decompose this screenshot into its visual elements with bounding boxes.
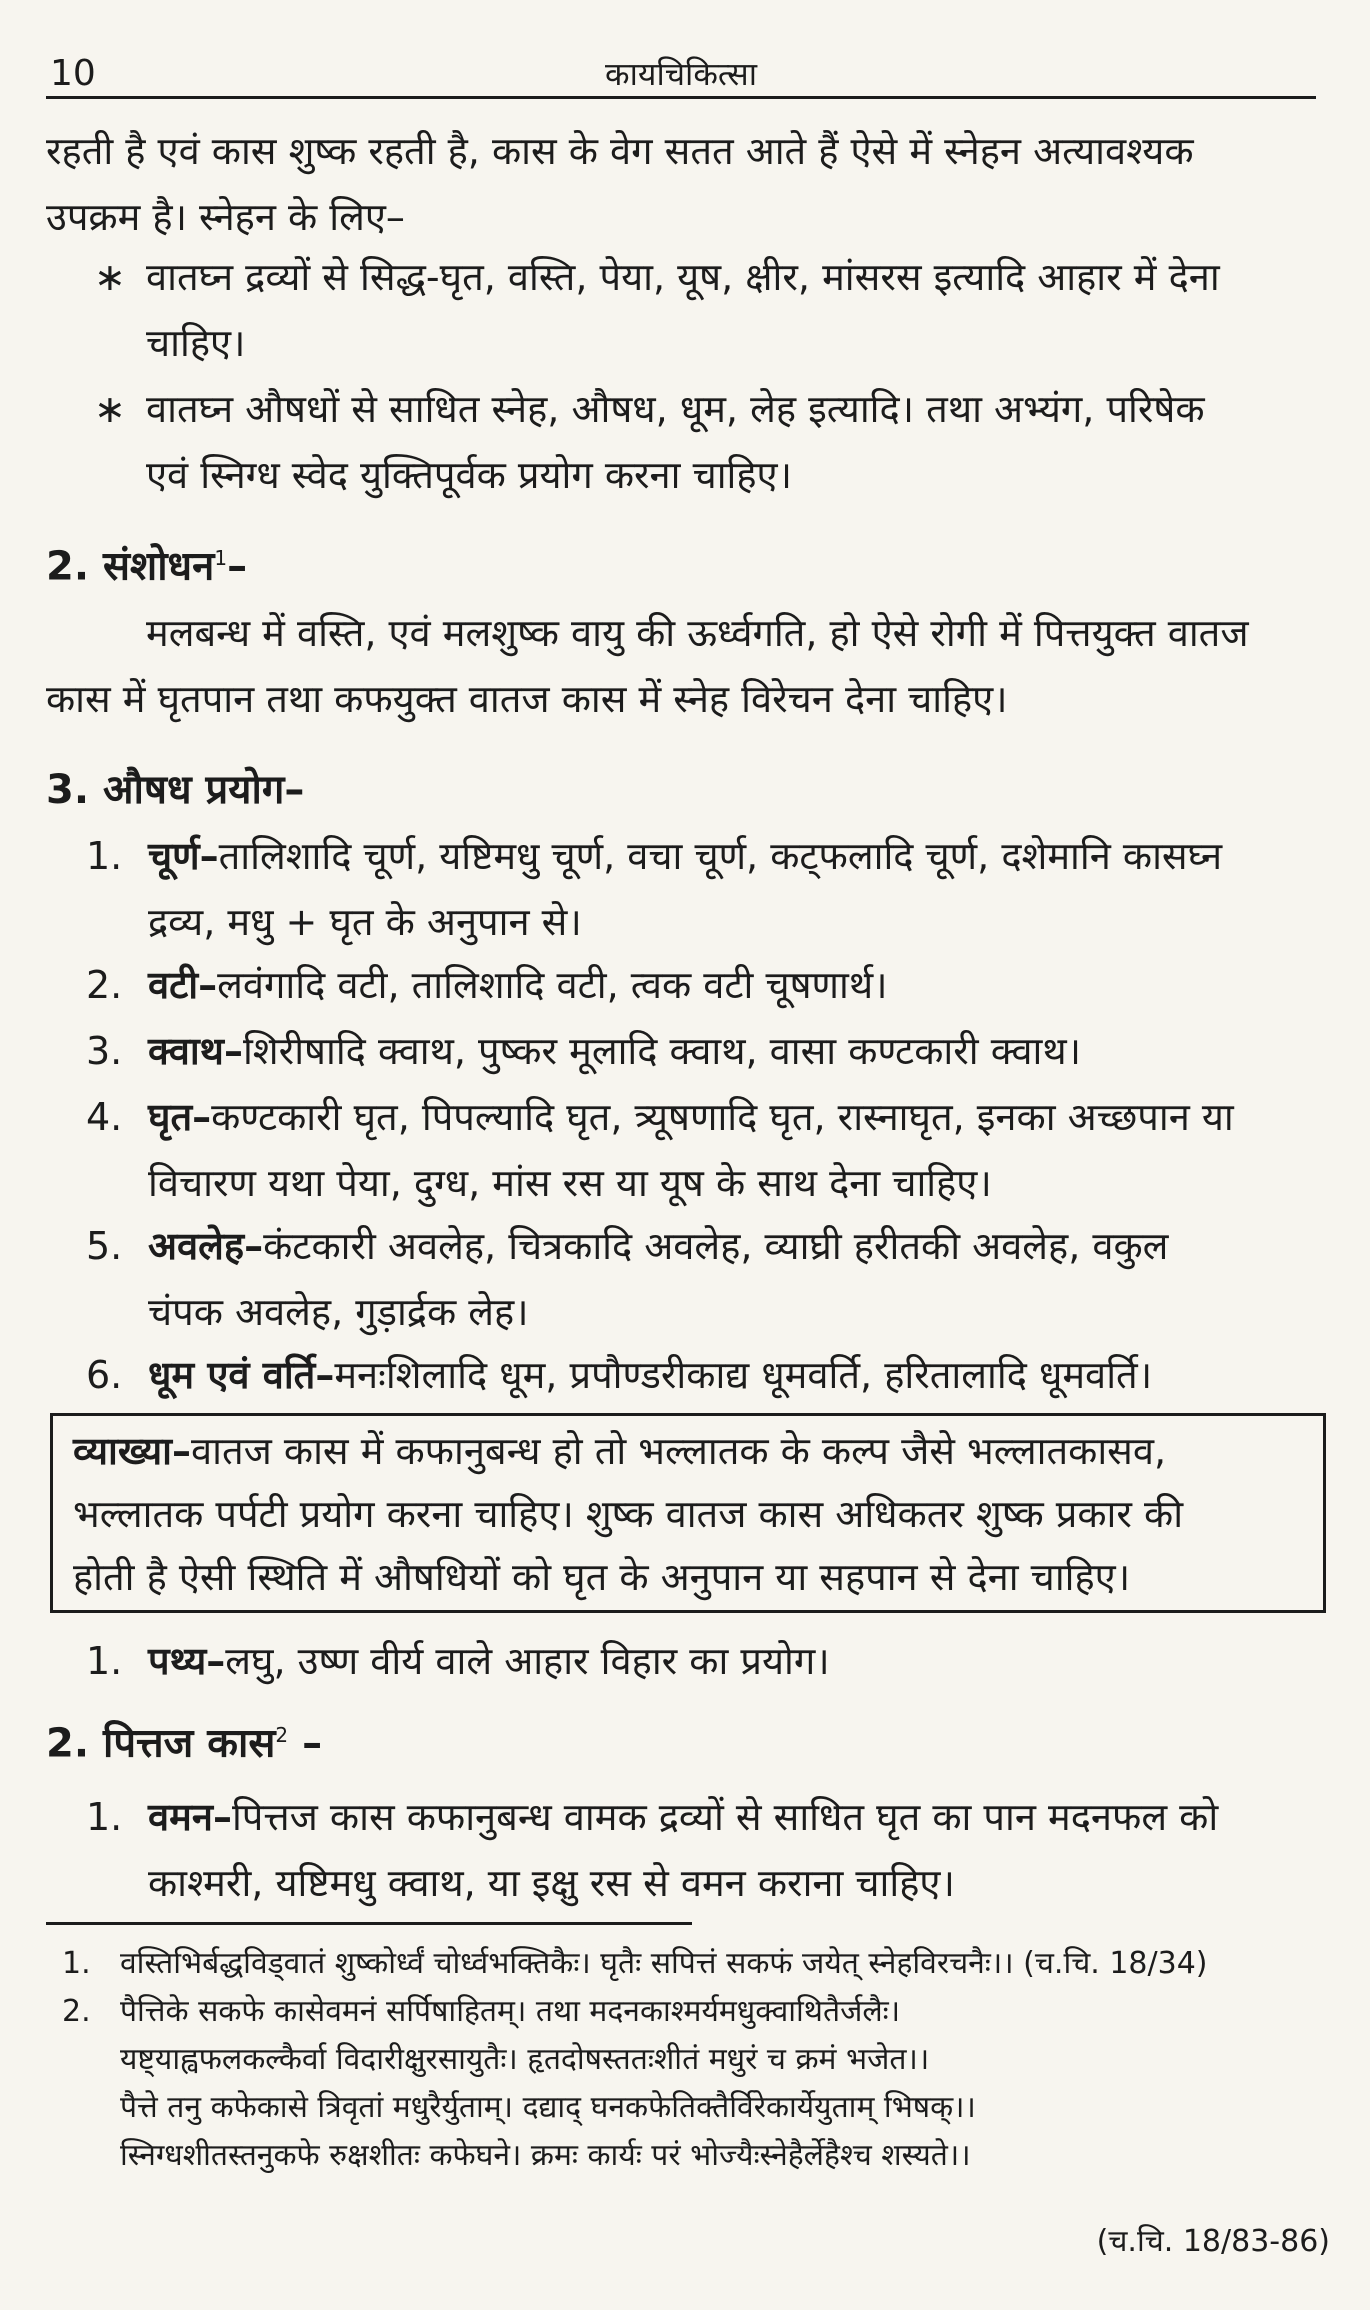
footnote-line: यष्ट्याह्वफलकल्कैर्वा विदारीक्षुरसायुतैः। हृतदोषस्ततःशीतं मधुरं च क्रमं भजेत।। — [120, 2042, 930, 2077]
item-term: पथ्य– — [148, 1639, 226, 1683]
item-term: धूम एवं वर्ति– — [148, 1353, 335, 1397]
list-item — [46, 952, 1326, 1018]
item-term: अवलेह– — [148, 1224, 264, 1268]
vyakhya-term: व्याख्या– — [73, 1429, 191, 1473]
item-text: पित्तज कास कफानुबन्ध वामक द्रव्यों से साधित घृत का पान मदनफल को — [231, 1795, 1219, 1839]
intro-line-1: रहती है एवं कास शुष्क रहती है, कास के वेग सतत आते हैं ऐसे में स्नेहन अत्यावश्यक — [46, 129, 1194, 173]
footnote-ref: 2 — [275, 1723, 289, 1747]
paragraph-line: कास में घृतपान तथा कफयुक्त वातज कास में स्नेह विरेचन देना चाहिए। — [46, 677, 1008, 721]
page-number: 10 — [50, 53, 96, 94]
item-text: लघु, उष्ण वीर्य वाले आहार विहार का प्रयोग। — [225, 1639, 830, 1683]
box-line: भल्लातक पर्पटी प्रयोग करना चाहिए। शुष्क वातज कास अधिकतर शुष्क प्रकार की — [73, 1492, 1184, 1536]
paragraph-line: मलबन्ध में वस्ति, एवं मलशुष्क वायु की ऊर्ध्वगति, हो ऐसे रोगी में पित्तयुक्त वातज — [146, 611, 1249, 655]
list-item — [46, 1342, 1326, 1408]
list-item — [46, 1018, 1326, 1084]
footnote-number: 1. — [62, 1946, 91, 1981]
intro-paragraph — [46, 118, 1326, 250]
item-term: क्वाथ– — [148, 1029, 243, 1073]
footnote-line: पैत्तिके सकफे कासेवमनं सर्पिषाहितम्। तथा मदनकाश्मर्यमधुक्वाथितैर्जलैः। — [120, 1994, 901, 2029]
item-number: 4. — [86, 1095, 123, 1139]
item-text: चंपक अवलेह, गुड़ार्द्रक लेह। — [148, 1290, 529, 1334]
footnotes — [46, 1940, 1330, 2180]
list-item — [46, 1084, 1326, 1216]
running-title: कायचिकित्सा — [605, 55, 757, 93]
item-term: वमन– — [148, 1795, 232, 1839]
footnote — [46, 1988, 1330, 2180]
item-term: वटी– — [148, 963, 218, 1007]
item-text: काश्मरी, यष्टिमधु क्वाथ, या इक्षु रस से वमन कराना चाहिए। — [148, 1861, 955, 1905]
section-heading-pittaja-kasa: 2. पित्तज कास$^2$ – — [46, 1720, 323, 1767]
box-line: वातज कास में कफानुबन्ध हो तो भल्लातक के कल्प जैसे भल्लातकासव, — [191, 1429, 1167, 1473]
list-item — [46, 1213, 1326, 1345]
item-text: शिरीषादि क्वाथ, पुष्कर मूलादि क्वाथ, वासा कण्टकारी क्वाथ। — [242, 1029, 1082, 1073]
bullet-line: वातघ्न औषधों से साधित स्नेह, औषध, धूम, लेह इत्यादि। तथा अभ्यंग, परिषेक — [146, 387, 1205, 431]
item-number: 5. — [86, 1224, 123, 1268]
footnote — [46, 1940, 1330, 1988]
item-term: चूर्ण– — [148, 834, 219, 878]
bullet-item — [46, 376, 1326, 508]
item-number: 6. — [86, 1353, 123, 1397]
item-number: 1. — [86, 1639, 123, 1683]
list-item — [46, 823, 1326, 955]
item-text: कण्टकारी घृत, पिपल्यादि घृत, त्र्यूषणादि घृत, रास्नाघृत, इनका अच्छपान या — [211, 1095, 1234, 1139]
item-number: 2. — [86, 963, 123, 1007]
item-text: विचारण यथा पेया, दुग्ध, मांस रस या यूष के साथ देना चाहिए। — [148, 1161, 992, 1205]
footnote-source: (च.चि. 18/83-86) — [1096, 2224, 1330, 2259]
samshodhana-paragraph — [46, 600, 1326, 732]
item-number: 3. — [86, 1029, 123, 1073]
bullet-item — [46, 244, 1326, 376]
intro-line-2: उपक्रम है। स्नेहन के लिए– — [46, 195, 405, 239]
asterisk-icon: ∗ — [94, 255, 126, 299]
item-text: कंटकारी अवलेह, चित्रकादि अवलेह, व्याघ्री हरीतकी अवलेह, वकुल — [263, 1224, 1169, 1268]
footnote-ref: 1 — [214, 546, 228, 570]
footnote-line: वस्तिभिर्बद्धविड्वातं शुष्कोर्ध्वं चोर्ध्वभक्तिकैः। घृतैः सपित्तं सकफं जयेत् स्नेहविरचनैः।। (च.चि. 18/34) — [120, 1946, 1208, 1981]
footnote-number: 2. — [62, 1994, 91, 2029]
item-text: लवंगादि वटी, तालिशादि वटी, त्वक वटी चूषणार्थ। — [217, 963, 888, 1007]
section-heading-aushadha-prayoga: 3. औषध प्रयोग– — [46, 767, 305, 813]
list-item — [46, 1784, 1326, 1916]
vyakhya-box — [50, 1413, 1326, 1613]
item-number: 1. — [86, 834, 123, 878]
asterisk-icon: ∗ — [94, 387, 126, 431]
item-number: 1. — [86, 1795, 123, 1839]
bullet-line: चाहिए। — [146, 321, 246, 365]
item-term: घृत– — [148, 1095, 212, 1139]
page-header — [46, 52, 1316, 99]
item-text: तालिशादि चूर्ण, यष्टिमधु चूर्ण, वचा चूर्ण, कट्फलादि चूर्ण, दशेमानि कासघ्न — [218, 834, 1223, 878]
footnote-line: पैत्ते तनु कफेकासे त्रिवृतां मधुरैर्युताम्। दद्याद् घनकफेतिक्तैर्विरेकार्येयुताम् भिषक्।। — [120, 2090, 976, 2125]
item-text: मनःशिलादि धूम, प्रपौण्डरीकाद्य धूमवर्ति, हरितालादि धूमवर्ति। — [334, 1353, 1153, 1397]
section-heading-samshodhana: 2. संशोधन$^1$– — [46, 543, 248, 590]
footnote-divider — [46, 1922, 692, 1925]
bullet-line: एवं स्निग्ध स्वेद युक्तिपूर्वक प्रयोग करना चाहिए। — [146, 453, 792, 497]
box-line: होती है ऐसी स्थिति में औषधियों को घृत के अनुपान या सहपान से देना चाहिए। — [73, 1555, 1131, 1599]
item-text: द्रव्य, मधु + घृत के अनुपान से। — [148, 900, 582, 944]
list-item-pathya — [46, 1628, 1326, 1694]
bullet-line: वातघ्न द्रव्यों से सिद्ध-घृत, वस्ति, पेया, यूष, क्षीर, मांसरस इत्यादि आहार में देना — [146, 255, 1220, 299]
footnote-line: स्निग्धशीतस्तनुकफे रुक्षशीतः कफेघने। क्रमः कार्यः परं भोज्यैःस्नेहैर्लेहैश्च शस्यते।। — [120, 2138, 971, 2173]
